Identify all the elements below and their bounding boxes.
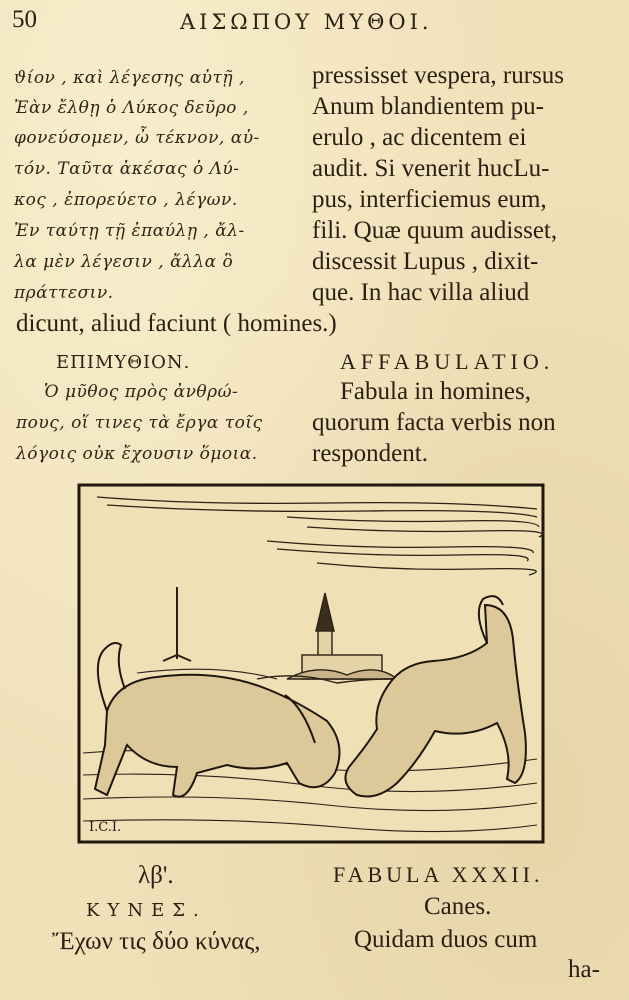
greek-line: ϑίον , καὶ λέγεσης αὐτῇ , — [14, 68, 245, 88]
woodcut-illustration — [77, 483, 545, 844]
greek-fable-opening: Ἔχων τις δύο κύνας, — [52, 928, 261, 955]
greek-line: κος , ἐπορεύετο , λέγων. — [14, 190, 238, 210]
latin-fable-continuation: ha- — [568, 956, 600, 983]
moral-greek-heading: ΕΠΙΜΥΘΙΟΝ. — [56, 352, 191, 373]
full-width-line: dicunt, aliud faciunt ( homines.) — [16, 310, 337, 337]
greek-line: φονεύσομεν, ὦ τέκνον, αὐ- — [14, 128, 260, 148]
moral-greek-line: πους, οἵ τινες τὰ ἔργα τοῖς — [16, 413, 263, 433]
latin-fable-heading: FABULA XXXII. — [333, 862, 544, 887]
greek-fable-title: ΚΥΝΕΣ. — [86, 900, 207, 921]
greek-line: Ἐὰν ἔλθῃ ὁ Λύκος δεῦρο , — [14, 98, 249, 118]
latin-line: audit. Si venerit hucLu- — [312, 155, 550, 182]
greek-line: Ἐν ταύτῃ τῇ ἐπαύλῃ , ἄλ- — [14, 221, 245, 241]
latin-fable-opening: Quidam duos cum — [354, 926, 538, 953]
latin-line: fili. Quæ quum audisset, — [312, 217, 558, 244]
latin-line: discessit Lupus , dixit- — [312, 248, 539, 275]
latin-line: pus, interficiemus eum, — [312, 186, 547, 213]
moral-greek-line: λόγοις οὐκ ἔχουσιν ὅμοια. — [16, 444, 258, 464]
latin-line: Anum blandientem pu- — [312, 93, 544, 120]
running-head: ΑΙΣΩΠΟΥ ΜΥΘΟΙ. — [180, 10, 433, 34]
latin-fable-title: Canes. — [424, 893, 492, 920]
greek-fable-number: λβ'. — [138, 862, 174, 889]
woodcut-monogram: I.C.I. — [89, 820, 122, 835]
greek-line: τόν. Ταῦτα ἀκέσας ὁ Λύ- — [14, 159, 240, 179]
moral-greek-line: Ὁ μῦθος πρὸς ἀνθρώ- — [44, 382, 239, 402]
latin-line: que. In hac villa aliud — [312, 279, 530, 306]
greek-line: πράττεσιν. — [14, 283, 114, 303]
latin-line: pressisset vespera, rursus — [312, 62, 565, 89]
greek-line: λα μὲν λέγεσιν , ἄλλα ὃ — [14, 252, 234, 272]
page-number: 50 — [12, 6, 37, 33]
moral-latin-line: quorum facta verbis non — [312, 409, 556, 436]
moral-latin-line: respondent. — [312, 440, 428, 467]
moral-latin-heading: AFFABULATIO. — [340, 349, 555, 374]
latin-line: erulo , ac dicentem ei — [312, 124, 527, 151]
moral-latin-line: Fabula in homines, — [340, 378, 531, 405]
